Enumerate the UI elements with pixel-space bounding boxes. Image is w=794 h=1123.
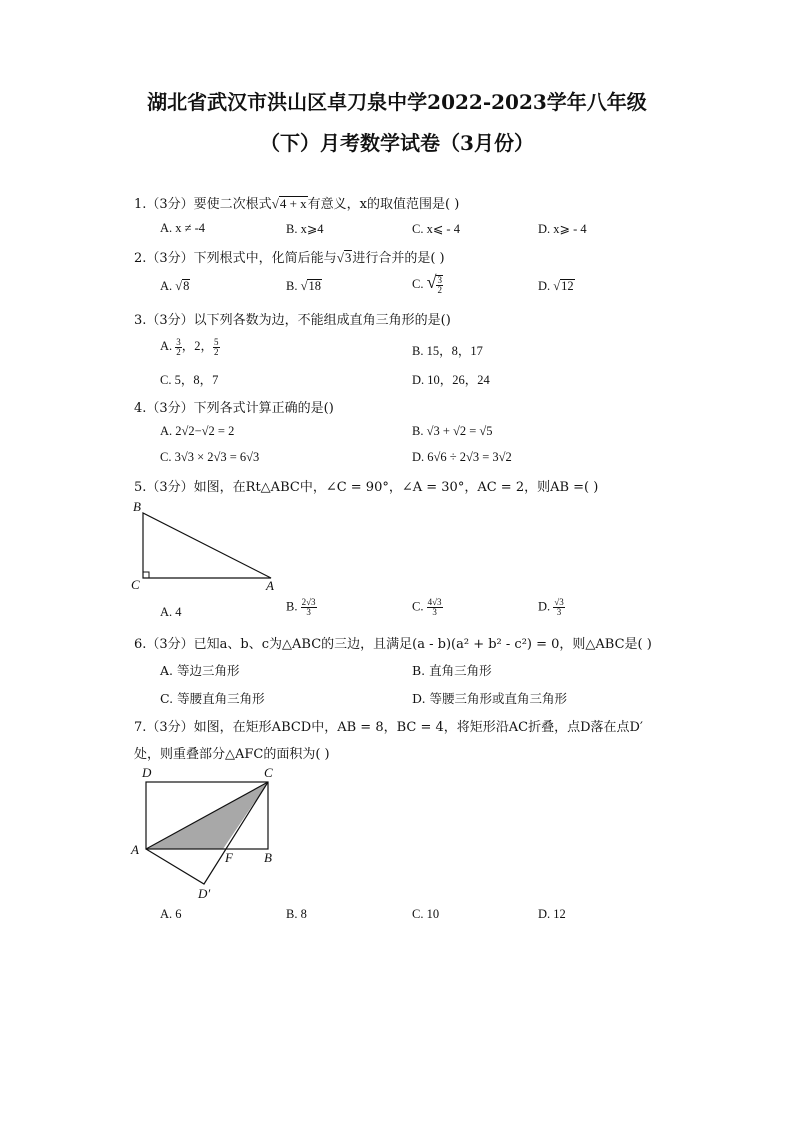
vertex-label-b: B <box>264 850 272 865</box>
question-3-stem: 3.（3分）以下列各数为边，不能组成直角三角形的是() <box>134 313 451 328</box>
question-2-option-c <box>412 272 443 295</box>
question-7-option-b: B. 8 <box>286 907 307 921</box>
point-label-f: F <box>225 850 233 865</box>
vertex-label-a: A <box>266 578 274 593</box>
question-2-option-d <box>538 279 575 294</box>
fraction-numerator: 5 <box>214 336 219 347</box>
fraction-numerator: 4√3 <box>427 597 442 607</box>
fraction-denominator: 3 <box>432 607 437 617</box>
question-4-option-a: A. 2√2−√2 = 2 <box>160 424 235 438</box>
option-label: B. <box>286 599 301 614</box>
question-2-stem-b: 进行合并的是( ) <box>352 251 445 266</box>
fraction-denominator: 3 <box>556 607 562 617</box>
fraction-numerator: 3 <box>176 336 181 347</box>
question-6-option-b: B. 直角三角形 <box>412 663 492 678</box>
question-3-option-d: D. 10，26，24 <box>412 373 490 387</box>
question-1-option-b: B. x⩾4 <box>286 222 324 236</box>
question-5-stem: 5.（3分）如图，在Rt△ABC中，∠C = 90°，∠A = 30°，AC = 2，则AB =( ) <box>134 480 599 495</box>
fraction-numerator: √3 <box>554 597 564 607</box>
vertex-label-b: B <box>133 499 141 514</box>
question-7-option-a: A. 6 <box>160 907 182 921</box>
question-1-stem-b: 有意义，x的取值范围是( ) <box>307 197 460 212</box>
option-label: C. <box>412 599 427 614</box>
triangle-abc <box>143 513 271 578</box>
question-4-option-b: B. √3 + √2 = √5 <box>412 424 493 438</box>
fraction-denominator: 2 <box>214 346 219 357</box>
option-radicand: 12 <box>561 279 574 293</box>
sqrt-sign <box>553 279 560 293</box>
question-4-option-c: C. 3√3 × 2√3 = 6√3 <box>160 450 260 464</box>
question-1-option-c: C. x⩽ - 4 <box>412 222 460 236</box>
question-1-stem <box>134 193 459 212</box>
fraction-numerator: 3 <box>437 275 442 286</box>
option-label: C. <box>412 277 427 291</box>
question-4-option-d: D. 6√6 ÷ 2√3 = 3√2 <box>412 450 512 464</box>
option-radicand: 18 <box>308 279 321 293</box>
question-2-stem <box>134 247 445 266</box>
question-5-option-b <box>286 598 317 617</box>
question-3-option-a <box>160 336 220 357</box>
option-label: B. <box>286 279 301 293</box>
option-fraction <box>436 275 443 295</box>
exam-title-line-1: 湖北省武汉市洪山区卓刀泉中学2022-2023学年八年级 <box>147 90 647 114</box>
question-5-option-a: A. 4 <box>160 605 182 619</box>
question-5-option-c <box>412 598 443 617</box>
question-1-stem-a: 1.（3分）要使二次根式 <box>134 197 272 212</box>
sqrt-sign <box>301 279 308 293</box>
option-fraction <box>213 338 220 357</box>
fraction-denominator: 3 <box>306 607 311 617</box>
option-label: D. <box>538 279 554 293</box>
question-2-stem-a: 2.（3分）下列根式中，化简后能与 <box>134 251 337 266</box>
vertex-label-a: A <box>131 842 139 857</box>
question-7-option-d: D. 12 <box>538 907 566 921</box>
option-fraction <box>301 598 317 617</box>
vertex-label-d: D <box>142 765 152 780</box>
fraction-denominator: 2 <box>176 346 181 357</box>
question-4-stem: 4.（3分）下列各式计算正确的是() <box>134 401 334 416</box>
sqrt-sign <box>337 250 344 265</box>
question-3-option-b: B. 15，8，17 <box>412 344 483 358</box>
question-1-radicand: 4 + x <box>279 196 307 211</box>
question-5-triangle-figure <box>125 497 285 595</box>
question-6-option-d: D. 等腰三角形或直角三角形 <box>412 691 568 706</box>
exam-title-line-2: （下）月考数学试卷（3月份） <box>260 131 534 155</box>
option-fraction <box>553 598 564 617</box>
option-fraction <box>427 598 443 617</box>
question-2-option-a <box>160 279 190 294</box>
question-7-rectangle-figure <box>125 762 290 902</box>
point-label-d-prime: D′ <box>198 886 211 901</box>
question-3-option-c: C. 5，8，7 <box>160 373 219 387</box>
question-1-option-a: A. x ≠ -4 <box>160 221 206 235</box>
question-7-option-c: C. 10 <box>412 907 440 921</box>
question-7-stem-line-1: 7.（3分）如图，在矩形ABCD中，AB = 8，BC = 4，将矩形沿AC折叠，点D落在点D′ <box>134 720 643 735</box>
vertex-label-c: C <box>131 577 140 592</box>
sqrt-sign <box>175 279 182 293</box>
sqrt-sign <box>272 196 279 211</box>
question-7-stem-line-2: 处，则重叠部分△AFC的面积为( ) <box>134 747 330 762</box>
question-2-radicand: 3 <box>344 250 352 265</box>
question-2-option-b <box>286 279 322 294</box>
sqrt-sign <box>427 272 437 292</box>
option-label: D. <box>538 599 554 614</box>
question-6-stem: 6.（3分）已知a、b、c为△ABC的三边，且满足(a - b)(a² + b² - c²) = 0，则△ABC是( ) <box>134 637 652 652</box>
question-5-option-d <box>538 598 565 617</box>
option-radicand: 8 <box>183 279 190 293</box>
question-6-option-a: A. 等边三角形 <box>160 663 240 678</box>
option-label: A. <box>160 339 176 353</box>
vertex-label-c: C <box>264 765 273 780</box>
question-6-option-c: C. 等腰直角三角形 <box>160 691 265 706</box>
fraction-denominator: 2 <box>437 285 442 296</box>
fraction-numerator: 2√3 <box>301 597 316 607</box>
right-angle-mark <box>143 572 149 578</box>
option-label: A. <box>160 279 176 293</box>
option-text: ，2， <box>181 339 214 353</box>
question-1-option-d: D. x⩾ - 4 <box>538 222 587 236</box>
